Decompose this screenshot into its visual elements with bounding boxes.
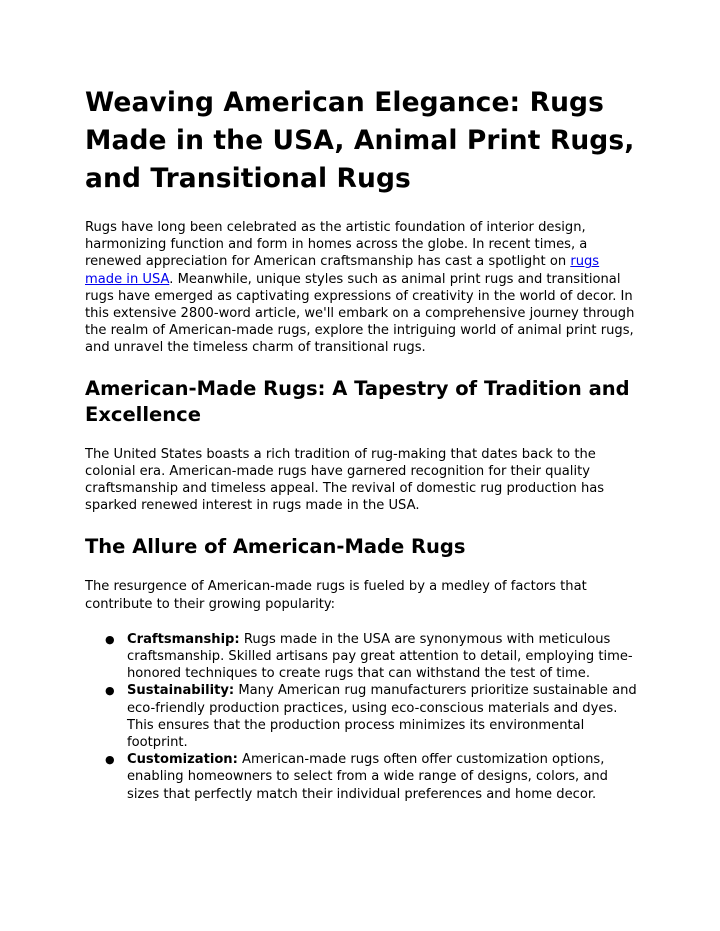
intro-text-start: Rugs have long been celebrated as the artistic foundation of interior design, harmonizing function and form in homes across the globe. In recent times, a renewed appreciation for American craftsmanship has cast a spotlight on [85,220,588,270]
tradition-paragraph: The United States boasts a rich tradition of rug-making that dates back to the colonial era. American-made rugs have garnered recognition for their quality craftsmanship and timeless appeal. The revival of domestic rug production has sparked renewed interest in rugs made in the USA. [85,446,605,514]
bullet-icon: ● [105,684,115,698]
document-page [85,84,640,803]
list-item-text: American-made rugs often offer customization options, enabling homeowners to select from a wide range of designs, colors, and sizes that perfectly match their individual preferences and home decor. [127,752,608,802]
bullet-icon: ● [105,753,115,767]
list-item-text: Many American rug manufacturers prioritize sustainable and eco-friendly production practices, using eco-conscious materials and dyes. This ensures that the production process minimizes its environmental footprint. [127,683,637,751]
factors-list [85,631,640,803]
list-item-term: Customization: [127,752,238,768]
section-heading-american-made: American-Made Rugs: A Tapestry of Tradition and Excellence [85,376,630,426]
list-item-customization [85,751,640,803]
bullet-icon: ● [105,632,115,646]
section-heading-allure: The Allure of American-Made Rugs [85,535,466,559]
list-item-term: Sustainability: [127,683,235,699]
article-title: Weaving American Elegance: Rugs Made in the USA, Animal Print Rugs, and Transitional Rugs [85,87,635,194]
intro-text-end: . Meanwhile, unique styles such as animal print rugs and transitional rugs have emerged as captivating expressions of creativity in the world of decor. In this extensive 2800-word article, we'll embark on a comprehensive journey through the realm of American-made rugs, explore the intriguing world of animal print rugs, and unravel the timeless charm of transitional rugs. [85,271,635,356]
list-item-term: Craftsmanship: [127,631,240,647]
rugs-made-in-usa-link[interactable]: rugs made in USA [85,254,600,287]
list-item-text: Rugs made in the USA are synonymous with meticulous craftsmanship. Skilled artisans pay great attention to detail, employing time-honored techniques to create rugs that can withstand the test of time. [127,631,633,682]
list-item-craftsmanship [85,631,640,683]
list-item-sustainability [85,682,640,751]
resurgence-paragraph: The resurgence of American-made rugs is fueled by a medley of factors that contribute to their growing popularity: [85,579,587,612]
intro-paragraph [85,219,640,357]
